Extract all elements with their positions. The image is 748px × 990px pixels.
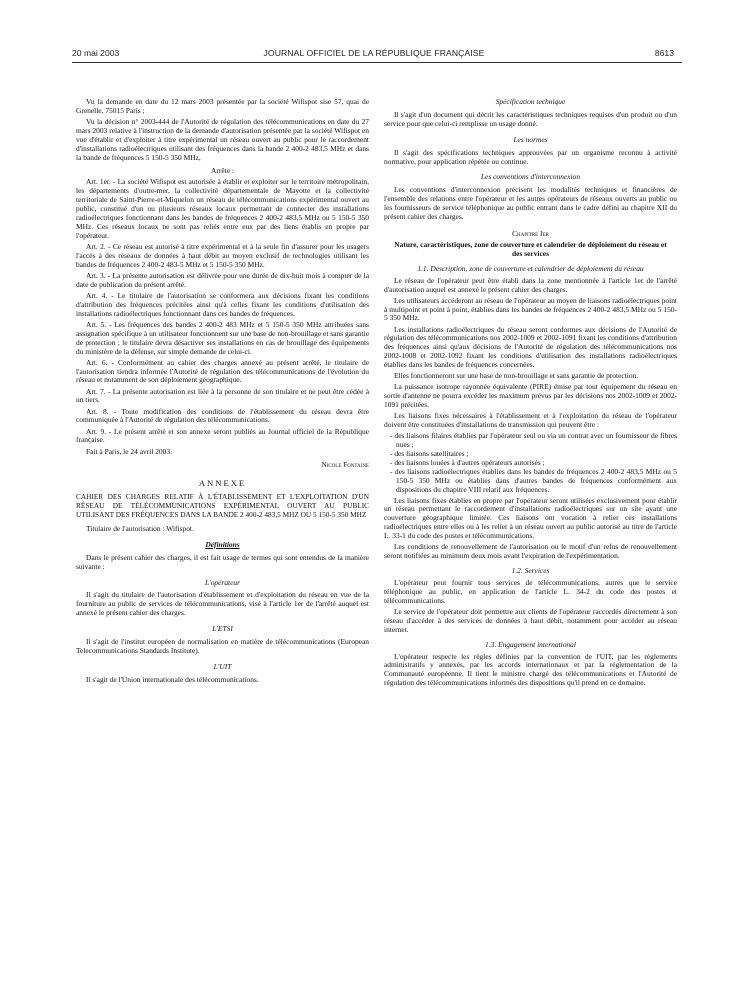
- paragraph: Les liaisons fixes nécessaires à l'établissement et à l'exploitation du réseau de l'opérateur doivent être constituées d'installations de transmission qui peuvent être :: [384, 411, 677, 430]
- list-item: - des liaisons filaires établies par l'opérateur seul ou via un contrat avec un fournisseur de fibres nues ;: [390, 431, 677, 450]
- signature-name: Nicole Fontaine: [321, 461, 369, 470]
- cahier-title: CAHIER DES CHARGES RELATIF À L'ÉTABLISSEMENT ET L'EXPLOITATION D'UN RÉSEAU DE TÉLÉCOMMUNICATIONS EXPÉRIMENTAL OUVERT AU PUBLIC UTILISANT DES FRÉQUENCES DANS LA BANDE 2 400-2 483,5 MHZ OU 5 150-5 350 MHZ: [76, 492, 369, 520]
- normes-definition: Il s'agit des spécifications techniques approuvées par un organisme reconnu à activité normative, pour application répétée ou continue.: [384, 147, 677, 166]
- section-1-1-heading: 1.1. Description, zone de couverture et calendrier de déploiement du réseau: [417, 263, 644, 273]
- annexe-heading: ANNEXE: [198, 478, 247, 489]
- arrete-heading: Arrête :: [211, 165, 234, 175]
- spec-heading: Spécification technique: [495, 97, 566, 106]
- article-1: Art. 1er. - La société Wifispot est autorisée à établir et exploiter sur le territoire métropolitain, les départements d'outre-mer, la collectivité départementale de Mayotte et la collectivité territoriale de Saint-Pierre-et-Miquelon un réseau de télécommunications expérimental ouvert au public, constitué d'un ou plusieurs réseaux locaux permettant de connecter des installations radioélectriques fonctionnant dans les bandes de fréquences 2 400-2 483,5 MHz ou 5 150-5 350 MHz. Ces réseaux locaux ne sont pas reliés entre eux par des liens établis en propre par l'opérateur.: [76, 177, 369, 240]
- header-date: 20 mai 2003: [72, 48, 120, 58]
- header-rule: [72, 62, 682, 63]
- article-6: Art. 6. - Conformément au cahier des charges annexé au présent arrêté, le titulaire de l'autorisation tiendra informée l'Autorité de régulation des télécommunications de l'évolution du réseau et notamment de son déploiement géographique.: [76, 357, 369, 385]
- paragraph: L'opérateur respecte les règles définies par la convention de l'UIT, par les règlements administratifs y annexés, par les accords internationaux et par la réglementation de la Communauté européenne. Il tient le ministre chargé des télécommunications et l'Autorité de régulation des télécommunications informés des dispositions qu'il prend en ce domaine.: [384, 651, 677, 688]
- journal-title: JOURNAL OFFICIEL DE LA RÉPUBLIQUE FRANÇAISE: [263, 48, 485, 58]
- list-item: - des liaisons louées à d'autres opérateurs autorisés ;: [390, 457, 545, 467]
- article-3: Art. 3. - La présente autorisation est délivrée pour une durée de dix-huit mois à compter de la date de publication du présent arrêté.: [76, 270, 369, 289]
- article-9: Art. 9. - Le présent arrêté et son annexe seront publiés au Journal officiel de la République française.: [76, 426, 369, 445]
- paragraph: Elles fonctionneront sur une base de non-brouillage et sans garantie de protection.: [394, 371, 639, 381]
- list-item: - des liaisons satellitaires ;: [390, 449, 469, 459]
- article-5: Art. 5. - Les fréquences des bandes 2 400-2 483 MHz et 5 150-5 350 MHz attribuées sans assignation spécifique à un utilisateur fonctionnent sur une base de non-brouillage et sans garantie de protection ; le titulaire devra désactiver ses installations en cas de brouillage des équipements du ministère de la défense, sur simple demande de celui-ci.: [76, 319, 369, 356]
- paragraph: Les conditions de renouvellement de l'autorisation ou le motif d'un refus de renouvellement seront notifiées au minimum deux mois avant l'expiration de l'expérimentation.: [384, 542, 677, 561]
- article-8: Art. 8. - Toute modification des conditions de l'établissement du réseau devra être communiquée à l'Autorité de régulation des télécommunications.: [76, 406, 369, 425]
- right-column: [384, 98, 677, 690]
- chapter-heading: Chapitre Ier: [512, 228, 549, 238]
- definitions-heading: Définitions: [205, 539, 240, 549]
- conventions-definition: Les conventions d'interconnexion précisent les modalités techniques et financières de l'ensemble des relations entre l'opérateur et les autres opérateurs de réseaux ouverts au public ou les fournisseurs de service téléphonique au public entrant dans le cadre défini au chapitre XII du présent cahier des charges.: [384, 185, 677, 222]
- fait-a-paris: Fait à Paris, le 24 avril 2003.: [86, 446, 172, 456]
- paragraph: La puissance isotrope rayonnée équivalente (PIRE) émise par tout équipement du réseau en sortie d'antenne ne pourra excéder les maximum prévus par les décisions nos 2002-1009 et 2002-1091 précitées.: [384, 382, 677, 410]
- article-2: Art. 2. - Ce réseau est autorisé à titre expérimental et à la seule fin d'assurer pour les usagers l'accès à des réseaux de données à haut débit au moyen exclusif de technologies utilisant les bandes de fréquences 2 400-2 483-5 MHz et 5 150-5 350 MHz.: [76, 241, 369, 269]
- paragraph: Les installations radioélectriques du réseau seront conformes aux décisions de l'Autorité de régulation des télécommunications nos 2002-1009 et 2002-1091 fixant les conditions d'attribution des fréquences ainsi qu'aux décisions de l'Autorité de régulation des télécommunications nos 2002-1008 et 2002-1092 fixant les conditions d'utilisation des installations radioélectriques établies dans les bandes de fréquences concernées.: [384, 324, 677, 370]
- section-1-2-heading: 1.2. Services: [511, 566, 550, 576]
- etsi-heading: L'ETSI: [212, 624, 233, 634]
- list-item: - des liaisons radioélectriques établies dans les bandes de fréquences 2 400-2 483,5 MHz ou 5 150-5 350 MHz ou établies dans d'autres bandes de fréquences conformément aux dispositions du chapitre VIII relatif aux fréquences.: [390, 466, 677, 494]
- paragraph: Vu la décision n° 2003-444 de l'Autorité de régulation des télécommunications en date du 27 mars 2003 relative à l'instruction de la demande d'autorisation présentée par la société Wifispot en vue d'établir et d'exploiter à titre expérimental un réseau ouvert au public pour le raccordement d'installations radioélectriques utilisant des fréquences dans la bande 2 400-2 483,5 MHz et dans la bande de fréquences 5 150-5 350 MHz,: [76, 117, 369, 162]
- page-number: 8613: [654, 48, 674, 58]
- uit-heading: L'UIT: [213, 661, 232, 671]
- left-column: [76, 98, 369, 687]
- spec-definition: Il s'agit d'un document qui décrit les caractéristiques techniques requises d'un produit ou d'un service pour que celui-ci remplisse un usage donné.: [384, 109, 677, 128]
- article-4: Art. 4. - Le titulaire de l'autorisation se conformera aux décisions fixant les conditions d'attribution des fréquences précitées ainsi qu'à celles fixant les conditions d'utilisation des installations radioélectriques fonctionnant dans ces bandes de fréquences.: [76, 290, 369, 318]
- etsi-definition: Il s'agit de l'institut européen de normalisation en matière de télécommunications (European Telecommunications Standards Institute).: [76, 637, 369, 655]
- paragraph: L'opérateur peut fournir tous services de télécommunications, autres que le service téléphonique au public, en application de l'article L. 34-2 du code des postes et télécommunications.: [384, 578, 677, 605]
- paragraph: Les liaisons fixes établies en propre par l'opérateur seront utilisées exclusivement pour établir un réseau permettant le raccordement d'installations radioélectriques sur un site ayant une couverture géographique limitée. Ces liaisons ont vocation à relier ces installations radioélectriques entre elles ou à les relier à un réseau ouvert au public autorisé au titre de l'article L. 33-1 du code des postes et télécommunications.: [384, 495, 677, 541]
- section-1-3-heading: 1.3. Engagement international: [485, 639, 576, 649]
- paragraph: Le service de l'opérateur doit permettre aux clients de l'opérateur raccordés directement à son réseau d'accéder à des services de données à haut débit, notamment pour accéder au réseau internet.: [384, 606, 677, 634]
- normes-heading: Les normes: [513, 134, 548, 144]
- chapter-subtitle: Nature, caractéristiques, zone de couverture et calendrier de déploiement du réseau et des services: [394, 239, 667, 258]
- article-7: Art. 7. - La présente autorisation est liée à la personne de son titulaire et ne peut être cédée à un tiers.: [76, 386, 369, 405]
- operateur-heading: L'opérateur: [204, 577, 241, 587]
- paragraph: Les utilisateurs accéderont au réseau de l'opérateur au moyen de liaisons radioélectriques point à multipoint et point à point, établies dans les bandes de fréquences 2 400-2 483,5 MHz ou 5 150-5 350 MHz.: [384, 295, 677, 323]
- uit-definition: Il s'agit de l'Union internationale des télécommunications.: [86, 674, 259, 684]
- conventions-heading: Les conventions d'interconnexion: [480, 172, 581, 182]
- page-header: [0, 48, 748, 62]
- definitions-intro: Dans le présent cahier des charges, il est fait usage de termes qui sont entendus de la manière suivante :: [76, 552, 369, 571]
- paragraph: Vu la demande en date du 12 mars 2003 présentée par la société Wifispot sise 57, quai de Grenelle, 75015 Paris ;: [76, 97, 369, 115]
- paragraph: Le réseau de l'opérateur peut être établi dans la zone mentionnée à l'article 1er de l'arrêté d'autorisation auquel est annexé le présent cahier des charges.: [384, 275, 677, 294]
- titulaire-line: Titulaire de l'autorisation : Wifispot.: [86, 523, 194, 533]
- operateur-definition: Il s'agit du titulaire de l'autorisation d'établissement et d'exploitation du réseau en vue de la fourniture au public de services de télécommunications, visé à l'article 1er de l'arrêté auquel est annexé le présent cahier des charges.: [76, 590, 369, 618]
- transmission-list: [384, 432, 677, 494]
